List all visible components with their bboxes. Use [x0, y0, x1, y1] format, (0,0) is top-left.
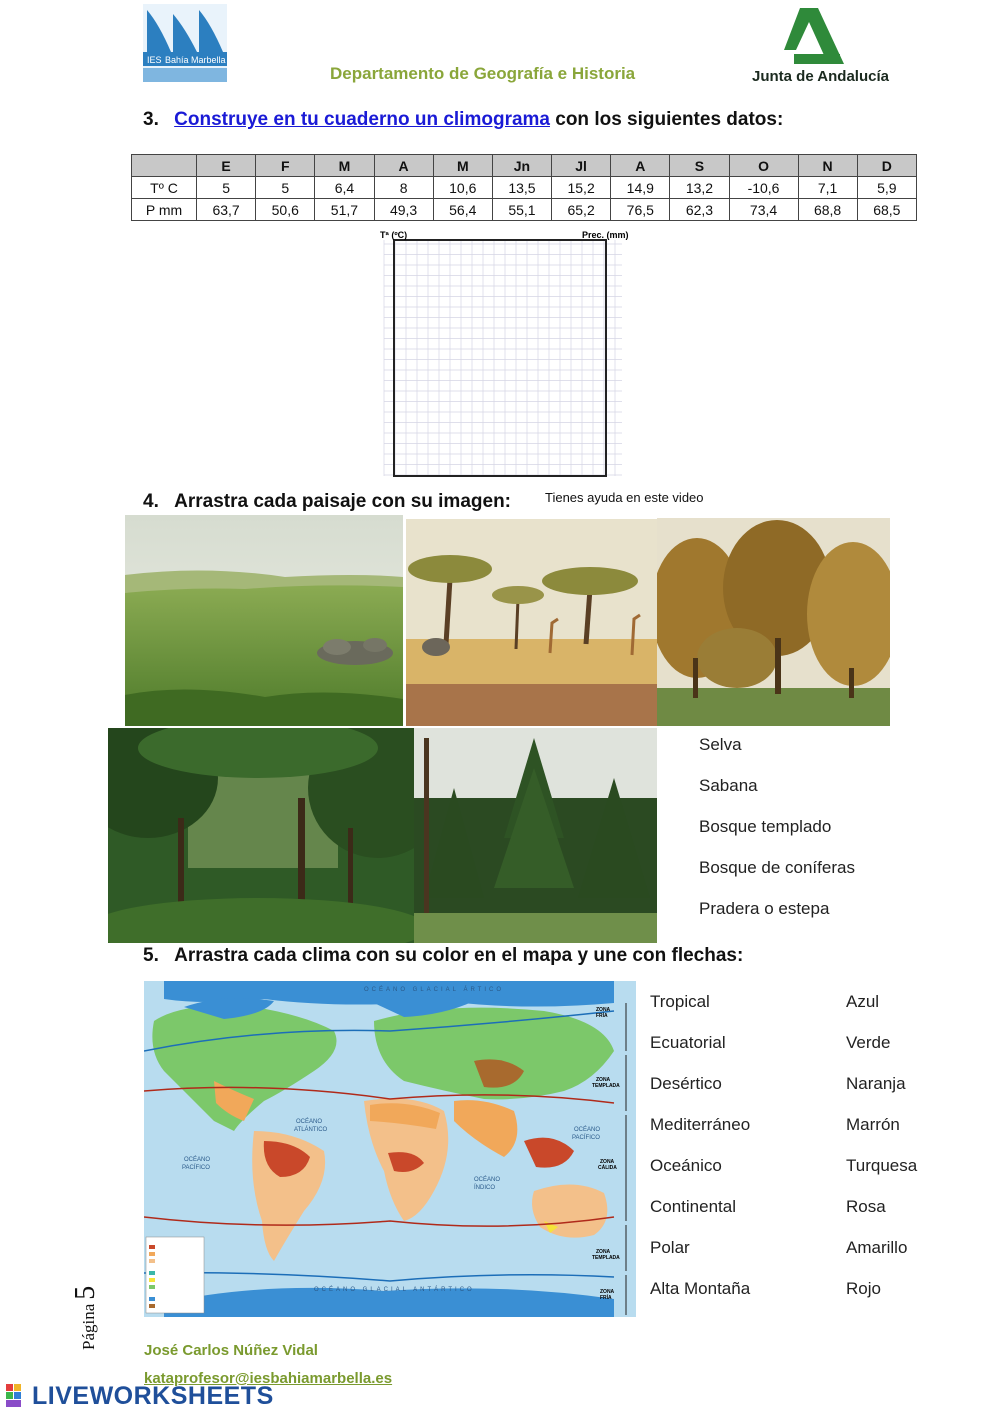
map-label-pacific-w-2: PACÍFICO — [182, 1165, 210, 1171]
map-label-indian-2: ÍNDICO — [474, 1185, 495, 1191]
q5-number: 5. — [143, 945, 159, 966]
table-cell: 51,7 — [315, 199, 374, 221]
landscape-image-jungle[interactable] — [108, 728, 414, 943]
color-option-verde[interactable]: Verde — [846, 1033, 891, 1052]
climograph-temp-label: Tª (ºC) — [380, 230, 408, 240]
color-option-amarillo[interactable]: Amarillo — [846, 1238, 908, 1257]
school-logo-text-3: Marbella — [191, 55, 226, 65]
school-logo-text-2: Bahía — [165, 55, 189, 65]
zone-calida-1: ZONA — [600, 1159, 615, 1165]
month-header: A — [611, 155, 670, 177]
zone-calida-2: CÁLIDA — [598, 1165, 617, 1171]
landscape-option-selva[interactable]: Selva — [699, 735, 742, 754]
map-label-pacific-e-1: OCÉANO — [574, 1127, 601, 1133]
month-header: E — [197, 155, 256, 177]
month-header: A — [374, 155, 433, 177]
map-label-atlantic-2: ATLÁNTICO — [294, 1127, 328, 1133]
table-cell: 5,9 — [857, 177, 916, 199]
map-label-atlantic-1: OCÉANO — [296, 1119, 323, 1125]
q5-text: Arrastra cada clima con su color en el mapa y une con flechas: — [174, 945, 744, 966]
zone-fria-s-2: FRÍA — [600, 1295, 612, 1301]
color-option-rojo[interactable]: Rojo — [846, 1279, 881, 1298]
climate-option-mediterraneo[interactable]: Mediterráneo — [650, 1115, 751, 1134]
month-header: S — [670, 155, 729, 177]
world-climate-map — [144, 981, 636, 1317]
table-cell: 68,5 — [857, 199, 916, 221]
q3-heading — [143, 109, 783, 131]
color-option-turquesa[interactable]: Turquesa — [846, 1156, 918, 1175]
climate-option-desertico[interactable]: Desértico — [650, 1074, 722, 1093]
month-header: O — [729, 155, 798, 177]
climate-option-alta-montana[interactable]: Alta Montaña — [650, 1279, 751, 1298]
table-cell: 6,4 — [315, 177, 374, 199]
school-logo-text-1: IES — [147, 55, 162, 65]
climate-option-polar[interactable]: Polar — [650, 1238, 690, 1257]
q3-text: con los siguientes datos: — [549, 109, 784, 130]
climate-data-table — [131, 154, 917, 221]
author-email-link[interactable]: kataprofesor@iesbahiamarbella.es — [144, 1370, 393, 1387]
month-header: M — [433, 155, 492, 177]
row-label-precipitation: P mm — [132, 199, 197, 221]
table-cell: 5 — [256, 177, 315, 199]
climate-option-ecuatorial[interactable]: Ecuatorial — [650, 1033, 726, 1052]
zone-templada-s-2: TEMPLADA — [592, 1255, 620, 1261]
landscape-option-sabana[interactable]: Sabana — [699, 776, 758, 795]
color-option-naranja[interactable]: Naranja — [846, 1074, 906, 1093]
table-cell: 65,2 — [552, 199, 611, 221]
blank-climograph — [372, 228, 634, 482]
landscape-option-bosque-templado[interactable]: Bosque templado — [699, 817, 832, 836]
q4-text: Arrastra cada paisaje con su imagen: — [174, 491, 512, 512]
zone-fria-s-1: ZONA — [600, 1289, 615, 1295]
color-option-rosa[interactable]: Rosa — [846, 1197, 886, 1216]
month-header: Jl — [552, 155, 611, 177]
q4-number: 4. — [143, 491, 159, 512]
table-cell: 76,5 — [611, 199, 670, 221]
climate-option-oceanico[interactable]: Oceánico — [650, 1156, 722, 1175]
video-help-note[interactable]: Tienes ayuda en este video — [545, 490, 704, 505]
zone-fria-n-1: ZONA — [596, 1007, 611, 1013]
page-number: 5 — [70, 1285, 101, 1300]
month-header: Jn — [492, 155, 551, 177]
landscape-option-bosque-coniferas[interactable]: Bosque de coníferas — [699, 858, 855, 877]
table-cell: 15,2 — [552, 177, 611, 199]
zone-templada-s-1: ZONA — [596, 1249, 611, 1255]
table-cell: 8 — [374, 177, 433, 199]
table-cell: 13,5 — [492, 177, 551, 199]
liveworksheets-icon — [6, 1384, 30, 1408]
junta-logo-text: Junta de Andalucía — [752, 68, 889, 85]
map-label-arctic-ocean: OCÉANO GLACIAL ÁRTICO — [364, 987, 505, 993]
climograph-prec-label: Prec. (mm) — [582, 230, 629, 240]
climate-option-tropical[interactable]: Tropical — [650, 992, 710, 1011]
table-row — [132, 199, 917, 221]
map-label-pacific-e-2: PACÍFICO — [572, 1135, 600, 1141]
table-cell: 62,3 — [670, 199, 729, 221]
q5-heading — [143, 945, 743, 967]
table-cell: 49,3 — [374, 199, 433, 221]
table-cell: 13,2 — [670, 177, 729, 199]
department-title: Departamento de Geografía e Historia — [330, 64, 636, 83]
table-row — [132, 177, 917, 199]
color-option-azul[interactable]: Azul — [846, 992, 880, 1011]
landscape-option-pradera[interactable]: Pradera o estepa — [699, 899, 830, 918]
landscape-image-grassland[interactable] — [125, 515, 403, 726]
row-label-temperature: Tº C — [132, 177, 197, 199]
landscape-image-savanna[interactable] — [406, 519, 657, 726]
table-cell: 7,1 — [798, 177, 857, 199]
zone-templada-n-2: TEMPLADA — [592, 1083, 620, 1089]
month-header: M — [315, 155, 374, 177]
table-corner — [132, 155, 197, 177]
map-label-pacific-w-1: OCÉANO — [184, 1157, 211, 1163]
climate-option-continental[interactable]: Continental — [650, 1197, 737, 1216]
color-option-marron[interactable]: Marrón — [846, 1115, 900, 1134]
month-header: N — [798, 155, 857, 177]
table-cell: 63,7 — [197, 199, 256, 221]
table-cell: 50,6 — [256, 199, 315, 221]
month-header: F — [256, 155, 315, 177]
table-cell: 14,9 — [611, 177, 670, 199]
table-cell: 68,8 — [798, 199, 857, 221]
liveworksheets-brand[interactable] — [6, 1380, 274, 1412]
table-cell: 5 — [197, 177, 256, 199]
climograma-link[interactable]: Construye en tu cuaderno un climograma — [174, 109, 550, 130]
table-cell: 56,4 — [433, 199, 492, 221]
map-label-indian-1: OCÉANO — [474, 1177, 501, 1183]
climograph-grid — [384, 240, 622, 476]
table-cell: -10,6 — [729, 177, 798, 199]
landscape-image-temperate-forest[interactable] — [657, 518, 890, 726]
page-word: Página — [79, 1303, 98, 1350]
school-logo — [143, 4, 227, 82]
table-header-row — [132, 155, 917, 177]
zone-fria-n-2: FRÍA — [596, 1013, 608, 1019]
month-header: D — [857, 155, 916, 177]
liveworksheets-wordmark: LIVEWORKSHEETS — [32, 1381, 274, 1410]
landscape-image-conifer-forest[interactable] — [414, 728, 657, 943]
table-cell: 10,6 — [433, 177, 492, 199]
q4-heading — [143, 491, 511, 513]
q3-number: 3. — [143, 109, 159, 130]
page-number-label — [70, 1286, 102, 1350]
table-cell: 73,4 — [729, 199, 798, 221]
table-cell: 55,1 — [492, 199, 551, 221]
author-name: José Carlos Núñez Vidal — [144, 1342, 318, 1359]
zone-templada-n-1: ZONA — [596, 1077, 611, 1083]
map-label-antarctic-ocean: OCÉANO GLACIAL ANTÁRTICO — [314, 1287, 475, 1293]
